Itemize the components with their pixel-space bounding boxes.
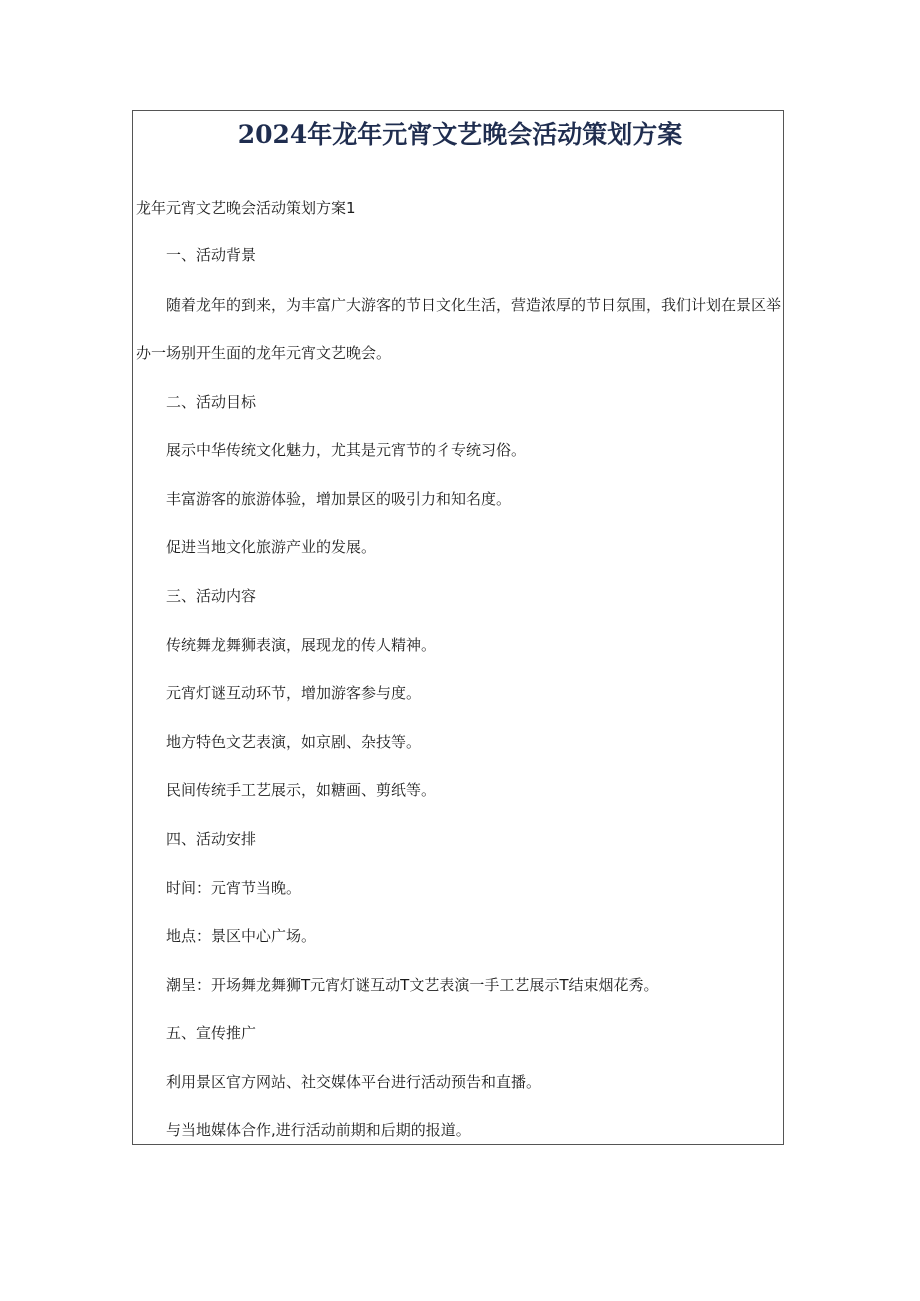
heading-background: 一、活动背景 bbox=[166, 246, 257, 264]
paragraph-line: 地方特色文艺表演，如京剧、杂技等。 bbox=[166, 733, 422, 751]
paragraph-line: 与当地媒体合作,进行活动前期和后期的报道。 bbox=[166, 1121, 471, 1139]
heading-goals: 二、活动目标 bbox=[166, 393, 257, 411]
paragraph-line: 元宵灯谜互动环节，增加游客参与度。 bbox=[166, 684, 422, 702]
section-heading: 龙年元宵文艺晚会活动策划方案1 bbox=[136, 199, 356, 217]
paragraph-line: 丰富游客的旅游体验，增加景区的吸引力和知名度。 bbox=[166, 490, 512, 508]
heading-schedule: 四、活动安排 bbox=[166, 830, 257, 848]
heading-content: 三、活动内容 bbox=[166, 587, 257, 605]
paragraph-line: 民间传统手工艺展示，如糖画、剪纸等。 bbox=[166, 781, 437, 799]
paragraph-line: 时间：元宵节当晚。 bbox=[166, 879, 302, 897]
paragraph-line: 传统舞龙舞狮表演，展现龙的传人精神。 bbox=[166, 636, 437, 654]
paragraph-line: 地点：景区中心广场。 bbox=[166, 927, 317, 945]
paragraph-line: 促进当地文化旅游产业的发展。 bbox=[166, 538, 377, 556]
paragraph-line: 利用景区官方网站、社交媒体平台进行活动预告和直播。 bbox=[166, 1073, 542, 1091]
paragraph-line: 展示中华传统文化魅力，尤其是元宵节的彳专统习俗。 bbox=[166, 441, 527, 459]
heading-promotion: 五、宣传推广 bbox=[166, 1024, 257, 1042]
paragraph-line: 随着龙年的到来，为丰富广大游客的节日文化生活，营造浓厚的节日氛围，我们计划在景区举 bbox=[166, 296, 782, 314]
paragraph-line: 潮呈：开场舞龙舞狮T元宵灯谜互动T文艺表演一手工艺展示T结束烟花秀。 bbox=[166, 976, 659, 994]
paragraph-line: 办一场别开生面的龙年元宵文艺晚会。 bbox=[136, 344, 392, 362]
document-title: 2024年龙年元宵文艺晚会活动策划方案 bbox=[237, 120, 683, 149]
